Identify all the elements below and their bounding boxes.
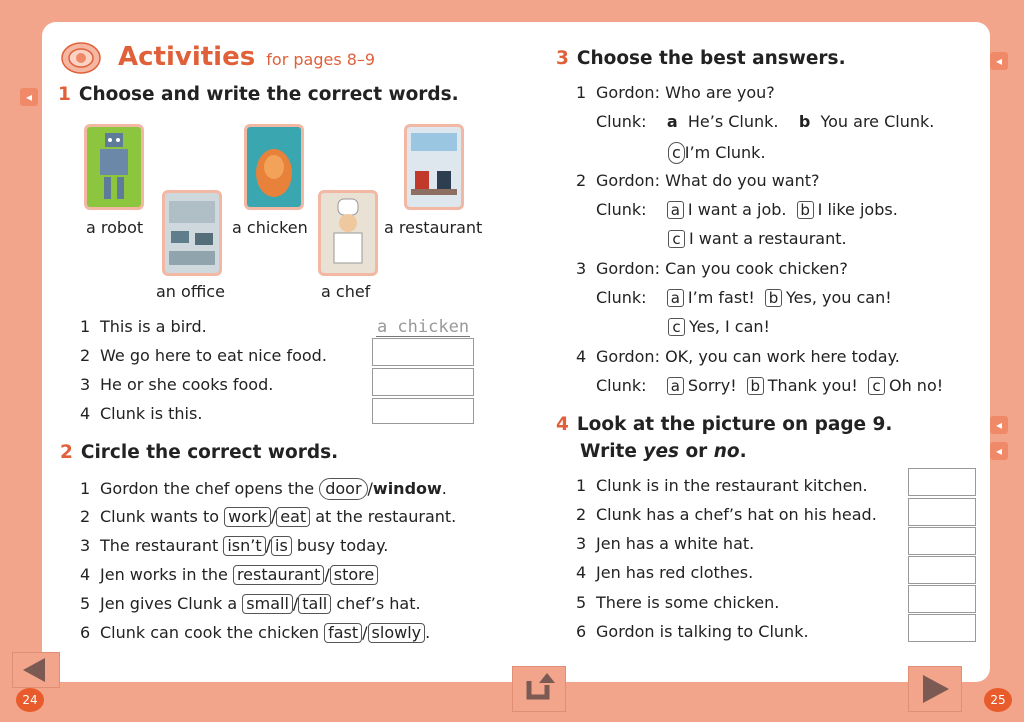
ex2-item-3: 3 The restaurant isn’t / is busy today. [80,536,389,555]
robot-picture [84,124,144,210]
office-icon [165,193,219,273]
ex4-answer-2[interactable] [908,498,976,526]
ex4-answer-1[interactable] [908,468,976,496]
label-robot: a robot [86,218,144,237]
ex1-heading: 1 Choose and write the correct words. [58,84,459,105]
ex2-choice-is[interactable]: is [271,536,292,556]
ex2-choice-fast[interactable]: fast [324,623,362,643]
audio-tab-icon[interactable]: ◂ [990,52,1008,70]
chicken-picture [244,124,304,210]
robot-icon [87,127,141,207]
ex4-heading: 4 Look at the picture on page 9. [556,414,893,435]
ex3-q4-option-c[interactable]: c Oh no! [868,376,943,395]
ex3-q1-option-b[interactable]: b You are Clunk. [798,112,935,131]
ex2-item-4: 4 Jen works in the restaurant / store [80,565,378,585]
ex2-choice-eat[interactable]: eat [276,507,310,527]
ex3-heading: 3 Choose the best answers. [556,48,846,69]
ex3-q3: 3 Gordon: Can you cook chicken? [576,259,848,278]
ex2-choice-isnt[interactable]: isn’t [223,536,265,556]
ex4-item-1: 1 Clunk is in the restaurant kitchen. [576,476,868,495]
ex4-answer-6[interactable] [908,614,976,642]
chef-picture [318,190,378,276]
return-button[interactable] [512,666,566,712]
flower-logo-icon [60,40,102,76]
audio-tab-icon[interactable]: ◂ [990,416,1008,434]
audio-tab-icon[interactable]: ◂ [990,442,1008,460]
page-header [118,42,375,72]
label-chef: a chef [321,282,371,301]
ex3-q1-options: Clunk: a He’s Clunk. b You are Clunk. [596,112,935,131]
ex3-q1: 1 Gordon: Who are you? [576,83,775,102]
arrow-right-icon [909,667,961,711]
ex4-item-2: 2 Clunk has a chef’s hat on his head. [576,505,877,524]
previous-page-button[interactable] [12,652,60,688]
ex3-q4-options: Clunk: a Sorry! b Thank you! c Oh no! [596,376,944,395]
restaurant-picture [404,124,464,210]
label-chicken: a chicken [232,218,308,237]
ex2-choice-work[interactable]: work [224,507,271,527]
ex2-choice-door[interactable]: door [319,478,367,500]
page-number-right: 25 [984,688,1012,712]
ex1-item-1: 1 This is a bird. [80,317,207,336]
ex3-q1-option-a[interactable]: a He’s Clunk. [666,112,779,131]
roast-chicken-icon [247,127,301,207]
ex2-choice-slowly[interactable]: slowly [368,623,426,643]
ex3-q3-option-b[interactable]: b Yes, you can! [765,288,892,307]
ex2-choice-store[interactable]: store [330,565,378,585]
ex1-item-2: 2 We go here to eat nice food. [80,346,327,365]
ex2-choice-window[interactable]: window [372,479,442,498]
ex2-choice-small[interactable]: small [242,594,293,614]
page-title: Activities [118,42,256,72]
restaurant-icon [407,127,461,207]
office-picture [162,190,222,276]
ex3-q1-option-c[interactable]: c I’m Clunk. [668,142,766,164]
arrow-left-icon [13,653,59,687]
ex3-q4: 4 Gordon: OK, you can work here today. [576,347,900,366]
ex4-item-3: 3 Jen has a white hat. [576,534,755,553]
audio-tab-icon[interactable]: ◂ [20,88,38,106]
ex2-item-6: 6 Clunk can cook the chicken fast / slowly . [80,623,431,642]
ex3-q2-option-c[interactable]: c I want a restaurant. [668,229,847,248]
ex4-item-4: 4 Jen has red clothes. [576,563,754,582]
ex1-answer-1[interactable]: a chicken [376,317,470,337]
ex4-answer-5[interactable] [908,585,976,613]
ex3-q2-option-b[interactable]: b I like jobs. [797,200,898,219]
ex2-item-2: 2 Clunk wants to work / eat at the restaurant. [80,507,457,526]
ex4-answer-4[interactable] [908,556,976,584]
ex3-q3-option-c[interactable]: c Yes, I can! [668,317,770,336]
ex2-choice-tall[interactable]: tall [298,594,331,614]
ex3-q3-option-a[interactable]: a I’m fast! [667,288,755,307]
page-subtitle: for pages 8–9 [266,50,376,69]
ex1-answer-2[interactable] [372,338,474,366]
ex3-q2-options: Clunk: a I want a job. b I like jobs. [596,200,898,219]
ex4-answer-3[interactable] [908,527,976,555]
ex1-answer-4[interactable] [372,398,474,424]
ex2-item-1: 1 Gordon the chef opens the door /window. [80,479,447,498]
activity-page [42,22,990,682]
ex1-item-4: 4 Clunk is this. [80,404,203,423]
ex3-q3-options: Clunk: a I’m fast! b Yes, you can! [596,288,892,307]
ex2-choice-restaurant[interactable]: restaurant [233,565,324,585]
ex4-subheading: Write yes or no. [580,441,747,462]
return-arrow-icon [513,667,565,711]
ex3-q4-option-b[interactable]: b Thank you! [747,376,858,395]
label-restaurant: a restaurant [384,218,483,237]
ex3-q2: 2 Gordon: What do you want? [576,171,820,190]
label-office: an office [156,282,225,301]
ex2-heading: 2 Circle the correct words. [60,442,339,463]
chef-icon [321,193,375,273]
ex3-q2-option-a[interactable]: a I want a job. [667,200,787,219]
ex1-answer-3[interactable] [372,368,474,396]
next-page-button[interactable] [908,666,962,712]
ex4-item-6: 6 Gordon is talking to Clunk. [576,622,809,641]
page-number-left: 24 [16,688,44,712]
ex1-item-3: 3 He or she cooks food. [80,375,274,394]
ex2-item-5: 5 Jen gives Clunk a small / tall chef’s hat. [80,594,421,613]
ex4-item-5: 5 There is some chicken. [576,593,780,612]
ex3-q4-option-a[interactable]: a Sorry! [667,376,737,395]
